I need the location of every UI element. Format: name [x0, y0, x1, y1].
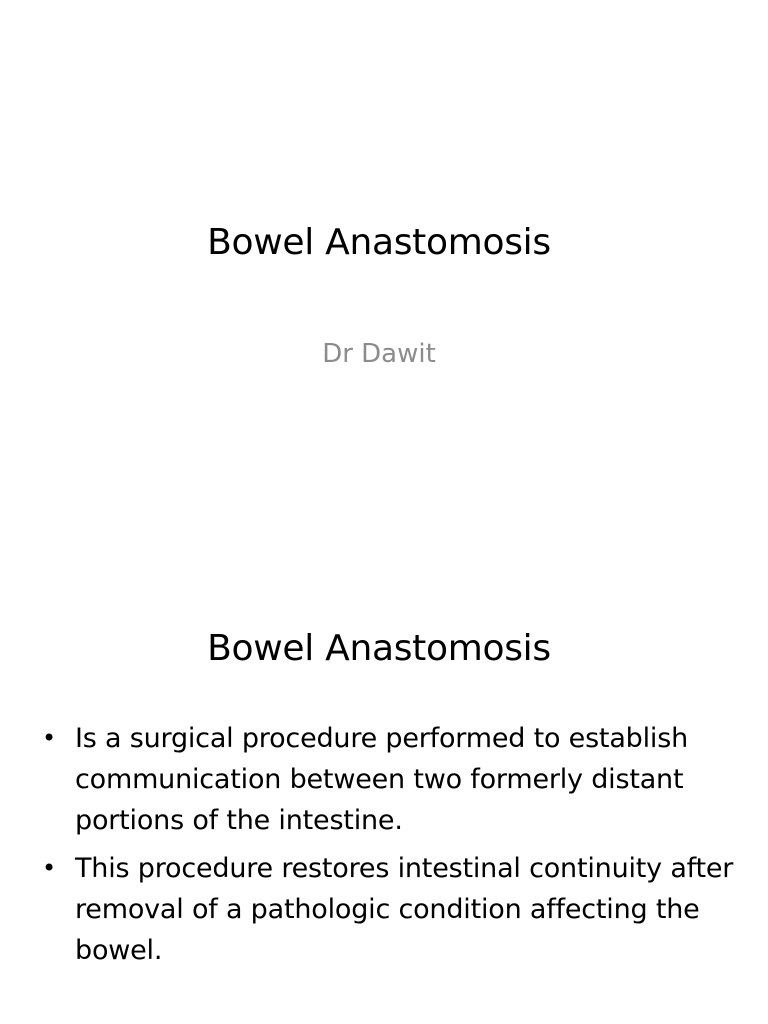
bullet-text: Is a surgical procedure performed to establish communication between two formerly distant portions of the intestine.: [75, 723, 688, 836]
slide-title: Bowel Anastomosis: [207, 222, 551, 263]
bullet-item: [40, 718, 740, 841]
bullet-list: [40, 718, 740, 978]
bullet-dot-icon: •: [42, 854, 56, 882]
slide-subtitle: Dr Dawit: [322, 339, 436, 369]
bullet-text: This procedure restores intestinal continuity after removal of a pathologic condition affecting the bowel.: [75, 853, 734, 966]
bullet-item: [40, 848, 740, 971]
content-slide: [0, 576, 768, 1024]
bullet-dot-icon: •: [42, 724, 56, 752]
slide-title: Bowel Anastomosis: [207, 628, 551, 669]
